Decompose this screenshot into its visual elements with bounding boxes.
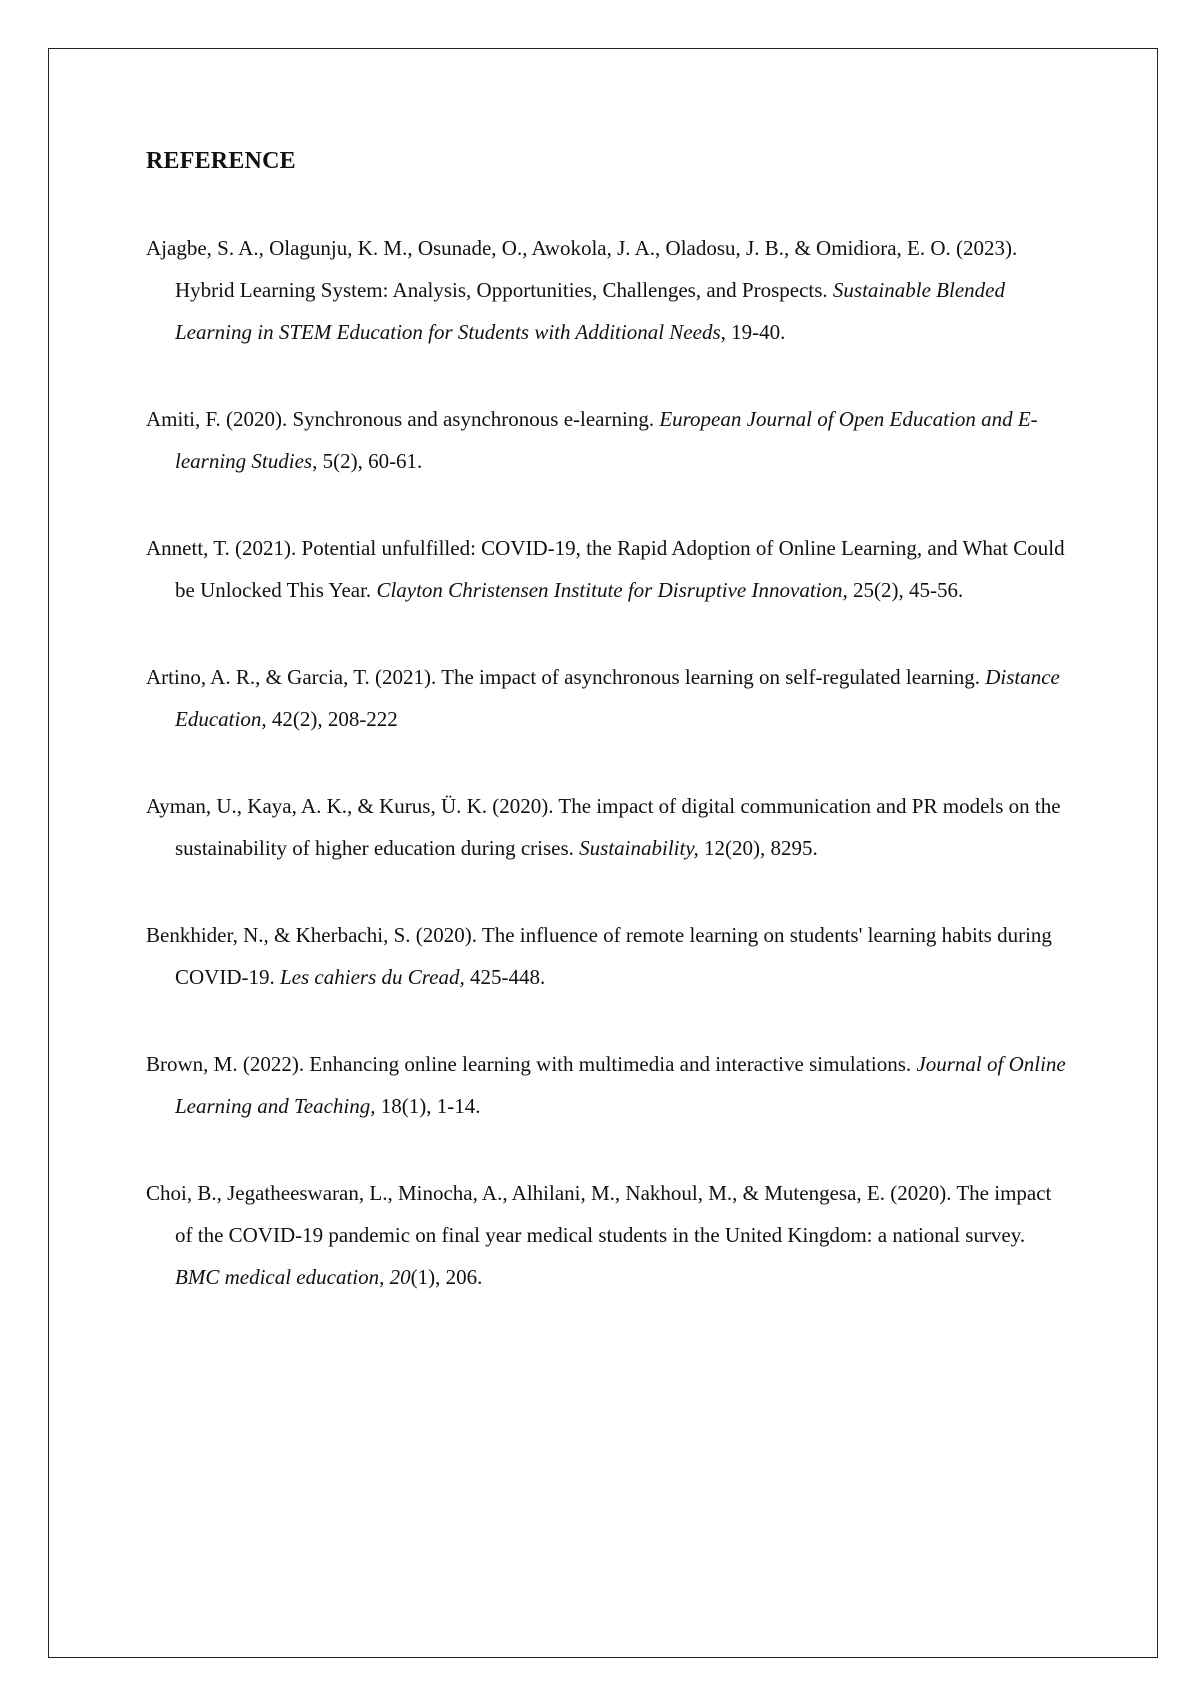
reference-list <box>146 227 1066 1298</box>
reference-locator: , 5(2), 60-61. <box>312 449 423 473</box>
reference-locator: , 19-40. <box>720 320 786 344</box>
reference-source-title: Distance Education <box>175 665 1060 731</box>
reference-entry-ayman <box>146 785 1066 869</box>
reference-locator: 18(1), 1-14. <box>375 1094 481 1118</box>
reference-locator: , 42(2), 208-222 <box>261 707 398 731</box>
page-title: REFERENCE <box>146 148 296 174</box>
reference-text: Amiti, F. (2020). Synchronous and asynchronous e-learning. <box>146 407 660 431</box>
reference-source-title: Sustainability, <box>579 836 699 860</box>
reference-entry-brown <box>146 1043 1066 1127</box>
reference-locator: 25(2), 45-56. <box>847 578 964 602</box>
reference-source-title: Les cahiers du Cread, <box>280 965 465 989</box>
reference-source-title: Clayton Christensen Institute for Disruptive Innovation, <box>376 578 848 602</box>
reference-text: Annett, T. (2021). Potential unfulfilled: COVID-19, the Rapid Adoption of Online Learning, and What Could be Unlocked This Year. <box>146 536 1065 602</box>
reference-source-title: Journal of Online Learning and Teaching, <box>175 1052 1066 1118</box>
reference-text: Ajagbe, S. A., Olagunju, K. M., Osunade, O., Awokola, J. A., Oladosu, J. B., & Omidiora, E. O. (2023). Hybrid Learning System: Analysis, Opportunities, Challenges, and Prospects. <box>146 236 1018 302</box>
reference-entry-benkhider <box>146 914 1066 998</box>
reference-entry-amiti <box>146 398 1066 482</box>
reference-locator: 425-448. <box>464 965 546 989</box>
reference-source-title: BMC medical education, 20 <box>175 1265 411 1289</box>
reference-entry-choi <box>146 1172 1066 1298</box>
reference-entry-annett <box>146 527 1066 611</box>
reference-text: Artino, A. R., & Garcia, T. (2021). The impact of asynchronous learning on self-regulated learning. <box>146 665 986 689</box>
reference-entry-artino <box>146 656 1066 740</box>
reference-text: Brown, M. (2022). Enhancing online learning with multimedia and interactive simulations. <box>146 1052 917 1076</box>
reference-text: Ayman, U., Kaya, A. K., & Kurus, Ü. K. (2020). The impact of digital communication and PR models on the sustainability of higher education during crises. <box>146 794 1061 860</box>
reference-section <box>146 140 1066 1343</box>
reference-entry-ajagbe <box>146 227 1066 353</box>
reference-source-title: European Journal of Open Education and E-learning Studies <box>175 407 1038 473</box>
reference-locator: (1), 206. <box>410 1265 483 1289</box>
reference-locator: 12(20), 8295. <box>698 836 818 860</box>
reference-text: Choi, B., Jegatheeswaran, L., Minocha, A., Alhilani, M., Nakhoul, M., & Mutengesa, E. (2020). The impact of the COVID-19 pandemic on final year medical students in the United Kingdom: a national survey. <box>146 1181 1052 1247</box>
reference-text: Benkhider, N., & Kherbachi, S. (2020). The influence of remote learning on students' learning habits during COVID-19. <box>146 923 1052 989</box>
reference-source-title: Sustainable Blended Learning in STEM Education for Students with Additional Needs <box>175 278 1005 344</box>
